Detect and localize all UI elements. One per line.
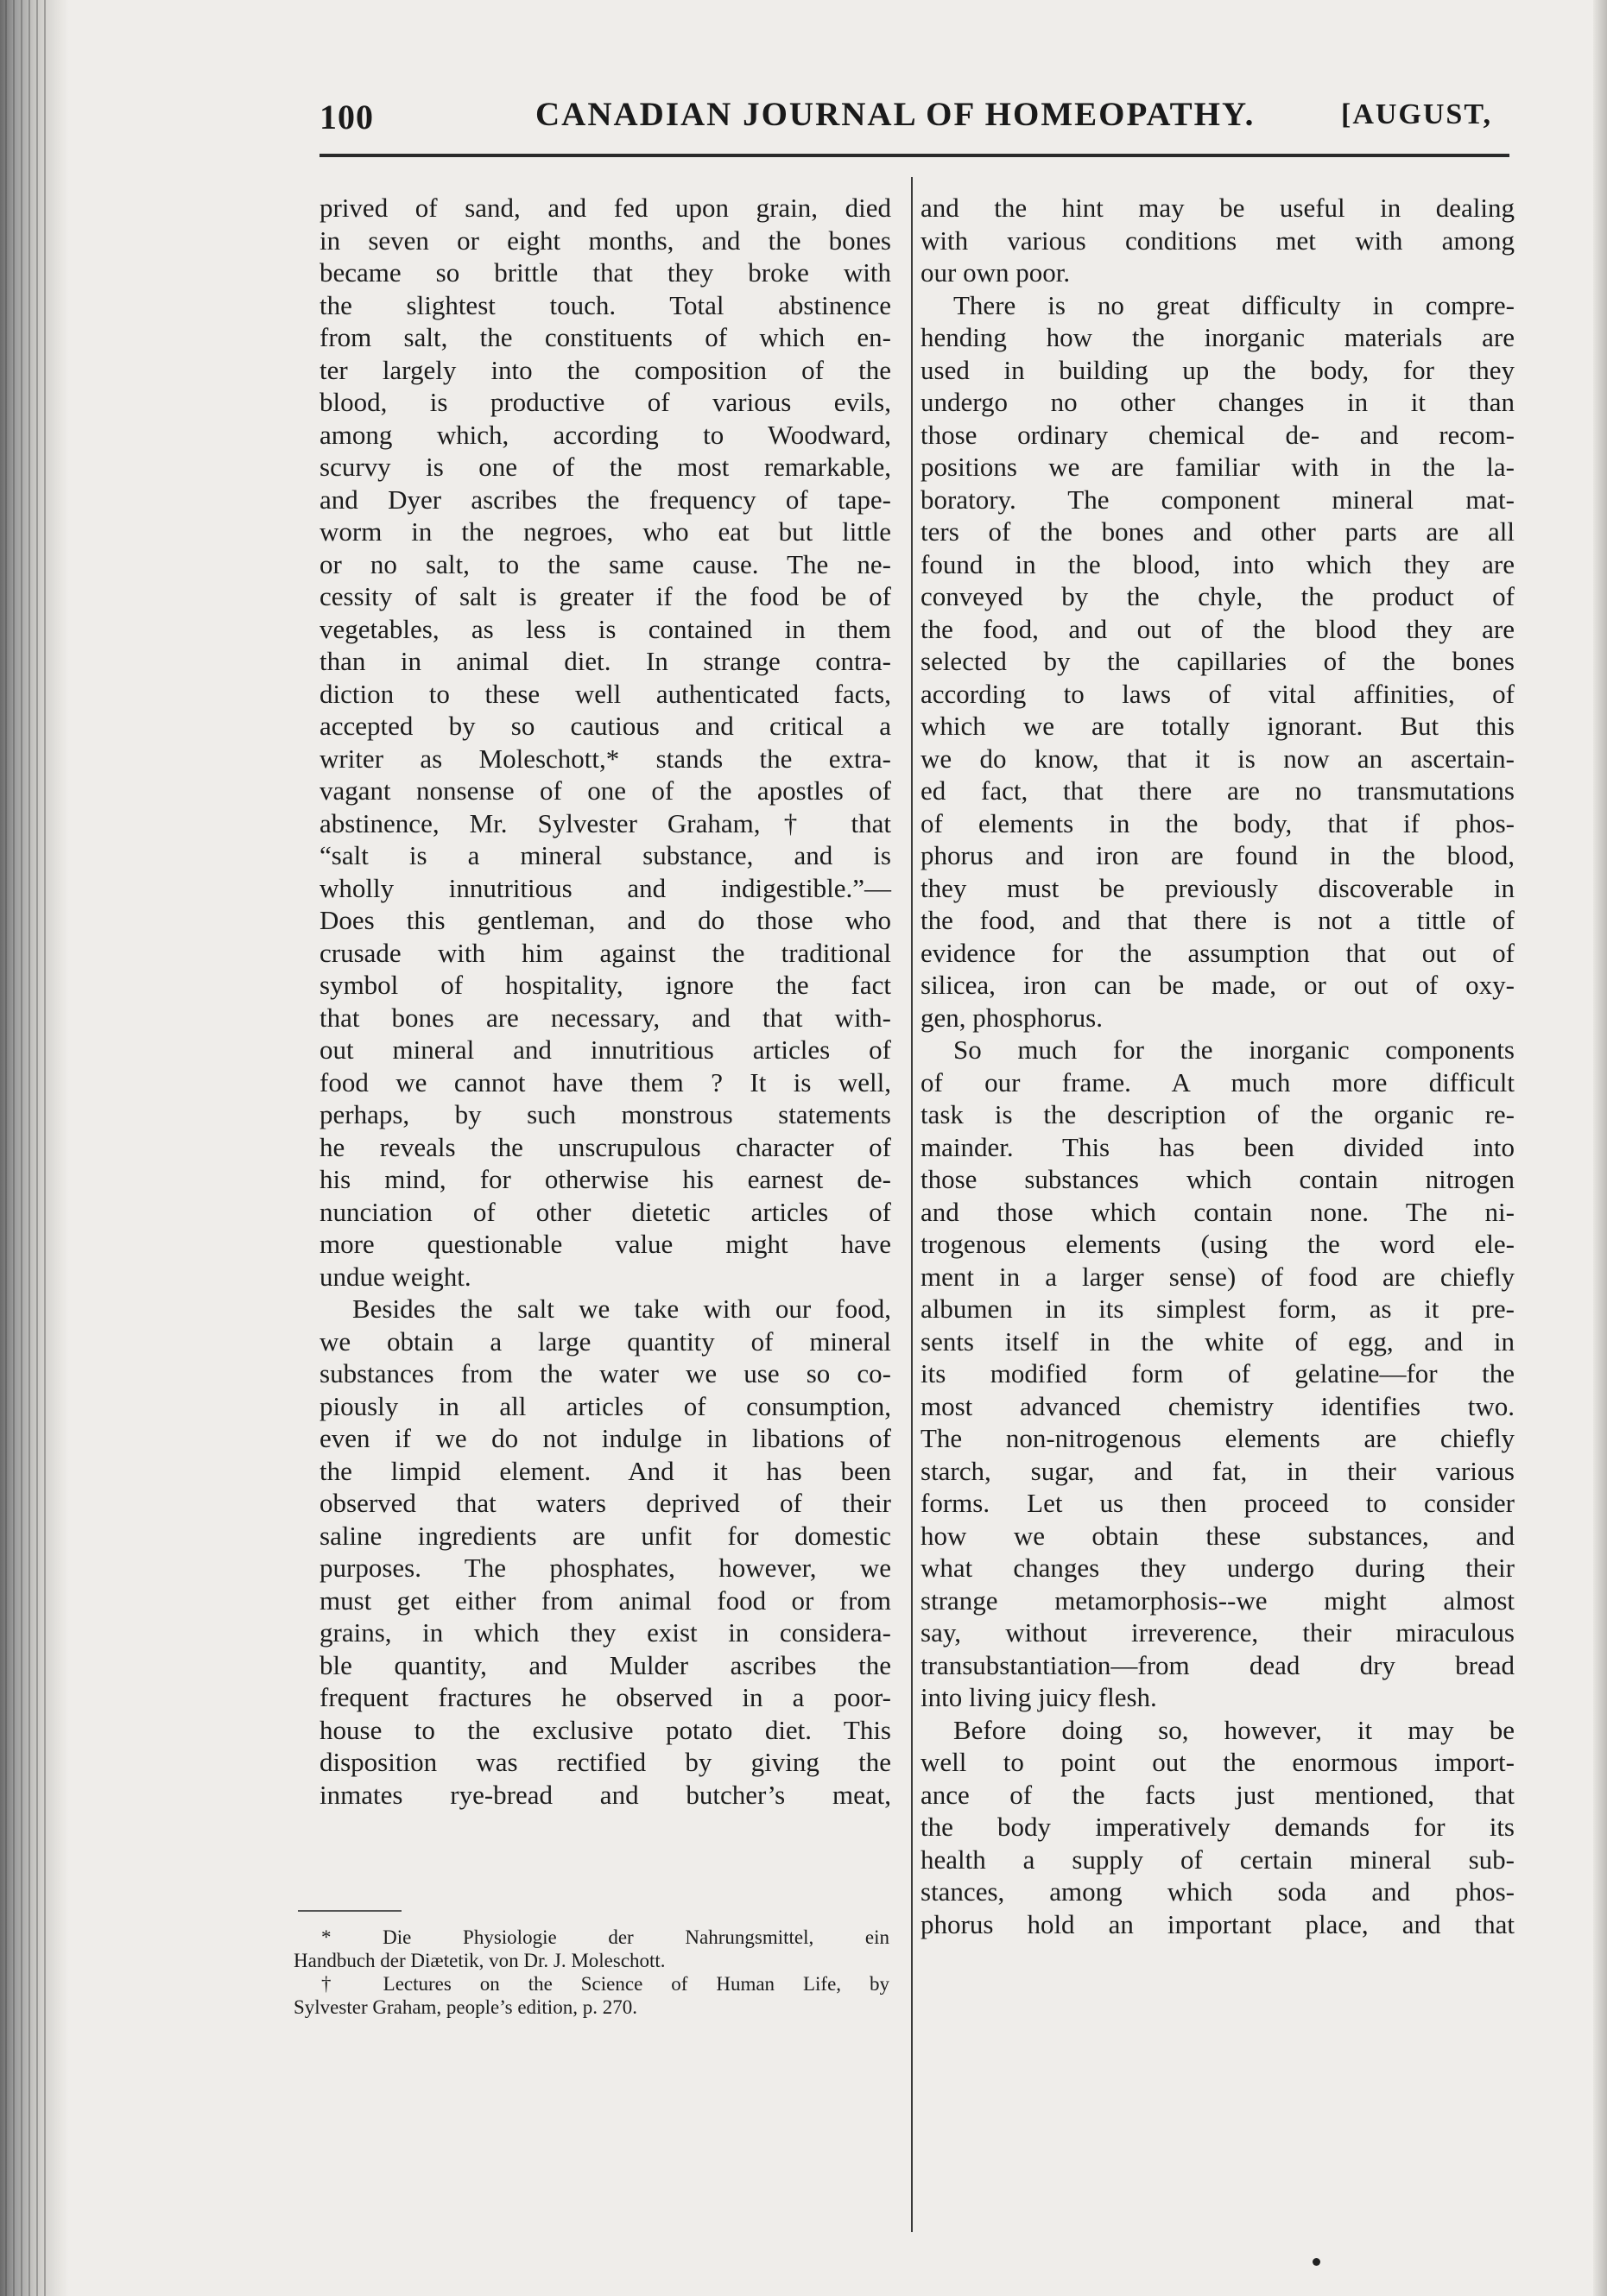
text-line: symbol of hospitality, ignore the fact	[320, 970, 891, 1000]
text-line: phorus hold an important place, and that	[921, 1908, 1515, 1939]
text-line: Does this gentleman, and do those who	[320, 905, 891, 935]
text-line: writer as Moleschott,* stands the extra-	[320, 743, 891, 774]
text-line: which we are totally ignorant. But this	[921, 711, 1515, 741]
footnote-line: † Lectures on the Science of Human Life, by	[321, 1973, 889, 1995]
text-line: used in building up the body, for they	[921, 354, 1515, 385]
text-line: we obtain a large quantity of mineral	[320, 1325, 891, 1357]
text-line: inmates rye-bread and butcher’s meat,	[320, 1779, 891, 1810]
text-line: most advanced chemistry identifies two.	[921, 1390, 1515, 1421]
text-line: ter largely into the composition of the	[320, 354, 891, 385]
footnote-line: Sylvester Graham, people’s edition, p. 270.	[294, 1996, 637, 2018]
text-line: trogenous elements (using the word ele-	[921, 1229, 1515, 1259]
text-line: out mineral and innutritious articles of	[320, 1034, 891, 1065]
text-line: albumen in its simplest form, as it pre-	[921, 1293, 1515, 1324]
page-edges	[5, 0, 48, 2296]
text-line: scurvy is one of the most remarkable,	[320, 452, 891, 482]
text-line: positions we are familiar with in the la-	[921, 452, 1515, 482]
text-line: nunciation of other dietetic articles of	[320, 1196, 891, 1227]
text-line: The non-nitrogenous elements are chiefly	[921, 1423, 1515, 1453]
text-line: forms. Let us then proceed to consider	[921, 1488, 1515, 1518]
text-line: his mind, for otherwise his earnest de-	[320, 1164, 891, 1194]
text-line: vegetables, as less is contained in them	[320, 613, 891, 644]
text-line: starch, sugar, and fat, in their various	[921, 1455, 1515, 1486]
text-line: prived of sand, and fed upon grain, died	[320, 193, 891, 223]
text-line: abstinence, Mr. Sylvester Graham,† that	[320, 807, 891, 838]
text-line: conveyed by the chyle, the product of	[921, 581, 1515, 611]
text-line: in seven or eight months, and the bones	[320, 225, 891, 256]
text-line: disposition was rectified by giving the	[320, 1747, 891, 1777]
text-line: worm in the negroes, who eat but little	[320, 516, 891, 547]
text-line: our own poor.	[921, 257, 1071, 288]
ink-dot	[1313, 2258, 1320, 2266]
text-line: according to laws of vital affinities, of	[921, 678, 1515, 709]
text-line: with various conditions met with among	[921, 225, 1515, 256]
text-line: into living juicy flesh.	[921, 1682, 1157, 1712]
text-line: There is no great difficulty in compre-	[953, 289, 1515, 320]
text-line: diction to these well authenticated facts,	[320, 678, 891, 709]
text-line: saline ingredients are unfit for domestic	[320, 1520, 891, 1551]
text-line: grains, in which they exist in considera-	[320, 1617, 891, 1648]
text-line: and Dyer ascribes the frequency of tape-	[320, 484, 891, 515]
footnote-rule	[298, 1910, 402, 1912]
text-line: and the hint may be useful in dealing	[921, 193, 1515, 223]
text-line: even if we do not indulge in libations of	[320, 1423, 891, 1453]
text-line: ble quantity, and Mulder ascribes the	[320, 1649, 891, 1680]
footnote-line: Handbuch der Diætetik, von Dr. J. Moleschott.	[294, 1950, 666, 1971]
column-divider	[911, 177, 913, 2232]
text-line: among which, according to Woodward,	[320, 419, 891, 450]
text-line: silicea, iron can be made, or out of oxy-	[921, 970, 1515, 1000]
text-line: undergo no other changes in it than	[921, 387, 1515, 417]
text-line: sents itself in the white of egg, and in	[921, 1325, 1515, 1357]
text-line: health a supply of certain mineral sub-	[921, 1844, 1515, 1875]
text-line: the slightest touch. Total abstinence	[320, 289, 891, 320]
text-line: the body imperatively demands for its	[921, 1812, 1515, 1842]
text-line: more questionable value might have	[320, 1229, 891, 1259]
page-edge-right	[1593, 0, 1607, 2296]
text-line: ment in a larger sense) of food are chiefly	[921, 1261, 1515, 1292]
text-line: frequent fractures he observed in a poor-	[320, 1682, 891, 1712]
text-line: say, without irreverence, their miraculous	[921, 1617, 1515, 1648]
text-line: that bones are necessary, and that with-	[320, 1002, 891, 1033]
text-line: they must be previously discoverable in	[921, 872, 1515, 903]
text-line: cessity of salt is greater if the food be of	[320, 581, 891, 611]
text-line: vagant nonsense of one of the apostles of	[320, 775, 891, 806]
right-column	[921, 192, 1515, 1940]
text-line: observed that waters deprived of their	[320, 1488, 891, 1518]
text-line: hending how the inorganic materials are	[921, 322, 1515, 352]
text-line: ters of the bones and other parts are all	[921, 516, 1515, 547]
text-line: Besides the salt we take with our food,	[352, 1293, 891, 1324]
running-header	[320, 95, 1509, 138]
text-line: food we cannot have them ? It is well,	[320, 1066, 891, 1097]
text-line: Before doing so, however, it may be	[953, 1714, 1515, 1745]
text-line: ance of the facts just mentioned, that	[921, 1779, 1515, 1810]
text-line: blood, is productive of various evils,	[320, 387, 891, 417]
text-line: substances from the water we use so co-	[320, 1358, 891, 1388]
text-line: those substances which contain nitrogen	[921, 1164, 1515, 1194]
text-line: task is the description of the organic re-	[921, 1099, 1515, 1129]
text-line: undue weight.	[320, 1261, 471, 1292]
text-line: wholly innutritious and indigestible.”—	[320, 872, 891, 903]
text-line: the food, and out of the blood they are	[921, 613, 1515, 644]
text-line: what changes they undergo during their	[921, 1553, 1515, 1583]
text-line: ed fact, that there are no transmutations	[921, 775, 1515, 806]
text-line: piously in all articles of consumption,	[320, 1390, 891, 1421]
text-line: perhaps, by such monstrous statements	[320, 1099, 891, 1129]
text-line: phorus and iron are found in the blood,	[921, 840, 1515, 870]
text-line: or no salt, to the same cause. The ne-	[320, 548, 891, 579]
footnotes	[294, 1926, 889, 2019]
text-line: gen, phosphorus.	[921, 1002, 1103, 1033]
text-line: mainder. This has been divided into	[921, 1131, 1515, 1162]
text-line: its modified form of gelatine—for the	[921, 1358, 1515, 1388]
text-line: So much for the inorganic components	[953, 1034, 1515, 1065]
text-line: he reveals the unscrupulous character of	[320, 1131, 891, 1162]
text-line: strange metamorphosis--we might almost	[921, 1584, 1515, 1616]
text-line: from salt, the constituents of which en-	[320, 322, 891, 352]
text-line: how we obtain these substances, and	[921, 1520, 1515, 1551]
header-rule	[320, 154, 1509, 157]
text-line: crusade with him against the traditional	[320, 937, 891, 968]
text-line: of elements in the body, that if phos-	[921, 807, 1515, 838]
issue-month: [AUGUST,	[1341, 98, 1492, 130]
text-line: accepted by so cautious and critical a	[320, 711, 891, 741]
page-number: 100	[320, 98, 374, 136]
text-line: became so brittle that they broke with	[320, 257, 891, 288]
text-line: selected by the capillaries of the bones	[921, 646, 1515, 676]
text-line: well to point out the enormous import-	[921, 1747, 1515, 1777]
text-line: the limpid element. And it has been	[320, 1455, 891, 1486]
journal-title: CANADIAN JOURNAL OF HOMEOPATHY.	[535, 96, 1256, 133]
text-line: the food, and that there is not a tittle of	[921, 905, 1515, 935]
text-line: transubstantiation—from dead dry bread	[921, 1649, 1515, 1680]
left-column	[320, 192, 891, 1811]
text-line: boratory. The component mineral mat-	[921, 484, 1515, 515]
text-line: evidence for the assumption that out of	[921, 937, 1515, 968]
text-line: those ordinary chemical de- and recom-	[921, 419, 1515, 450]
text-line: found in the blood, into which they are	[921, 548, 1515, 579]
text-line: of our frame. A much more difficult	[921, 1066, 1515, 1097]
text-line: purposes. The phosphates, however, we	[320, 1553, 891, 1583]
footnote-line: * Die Physiologie der Nahrungsmittel, ein	[321, 1926, 889, 1948]
text-line: we do know, that it is now an ascertain-	[921, 743, 1515, 774]
text-line: stances, among which soda and phos-	[921, 1876, 1515, 1907]
text-line: “salt is a mineral substance, and is	[320, 840, 891, 870]
text-line: must get either from animal food or from	[320, 1584, 891, 1616]
text-line: than in animal diet. In strange contra-	[320, 646, 891, 676]
text-line: and those which contain none. The ni-	[921, 1196, 1515, 1227]
text-line: house to the exclusive potato diet. This	[320, 1714, 891, 1745]
